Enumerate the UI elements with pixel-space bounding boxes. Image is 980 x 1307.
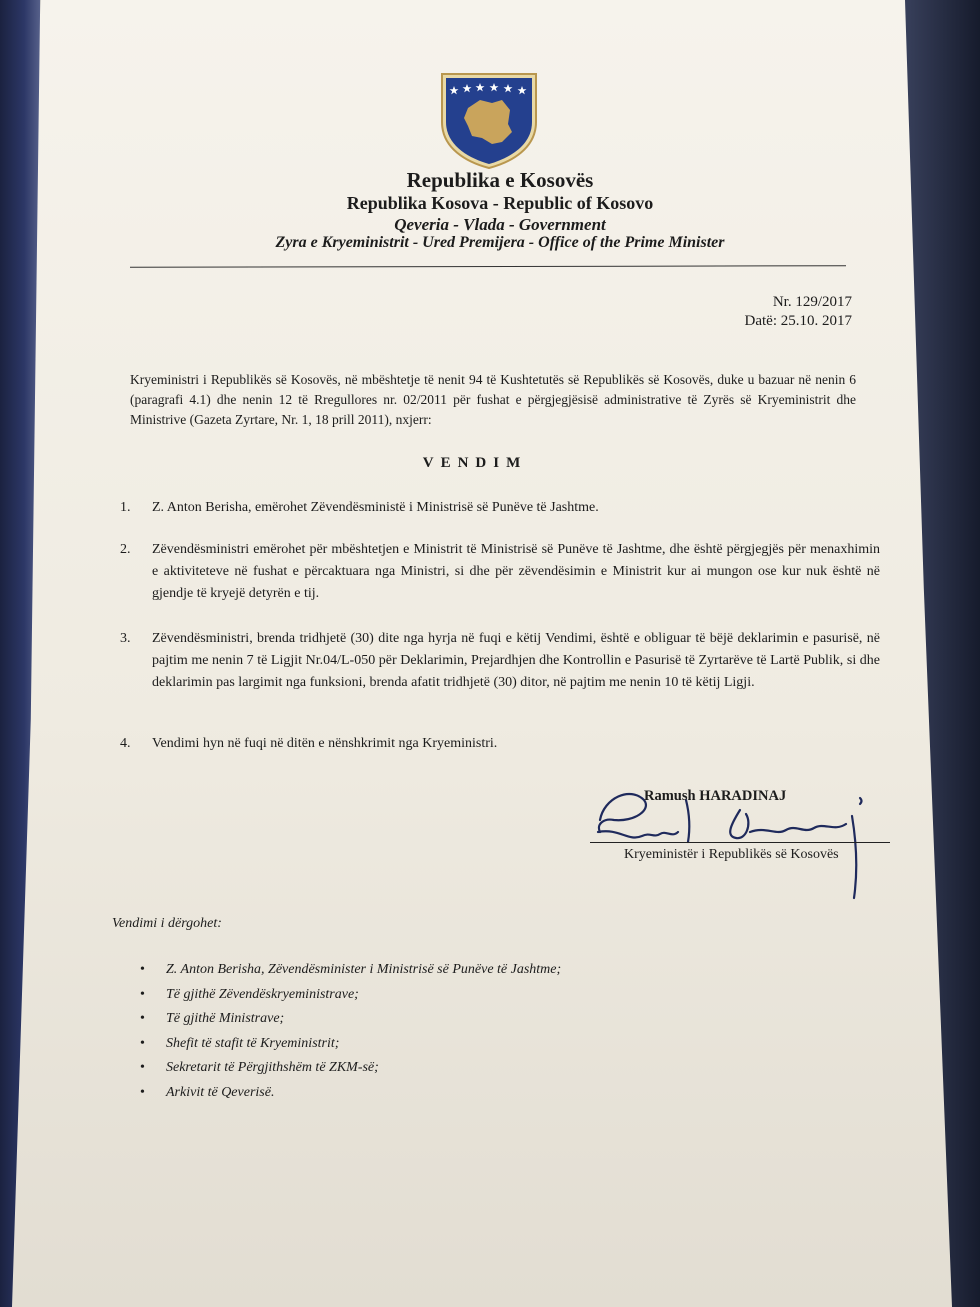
- header-divider: [130, 265, 846, 267]
- signatory-name: Ramush HARADINAJ: [644, 788, 787, 804]
- decision-title: VENDIM: [422, 455, 528, 471]
- item-text: Zëvendësministri, brenda tridhjetë (30) dite nga hyrja në fuqi e këtij Vendimi, është e obliguar të bëjë deklarimin e pasurisë, në pajtim me nenin 7 të Ligjit Nr.04/L-050 për Deklarimin, Prejardhjen dhe Kontrollin e Pasurisë të Zyrtarëve të Lartë Publik, si dhe deklarimin pas largimit nga funksioni, brenda afatit tridhjetë (30) ditor, në pajtim me nenin 10 të këtij Ligji.: [152, 631, 880, 690]
- list-item: • Z. Anton Berisha, Zëvendësminister i Ministrisë së Punëve të Jashtme;: [140, 958, 561, 983]
- distribution-list: [140, 958, 561, 1105]
- list-item: • Të gjithë Ministrave;: [140, 1007, 561, 1032]
- header-office: Zyra e Kryeministrit - Ured Premijera - Office of the Prime Minister: [275, 234, 725, 251]
- decision-item: [120, 497, 880, 519]
- reference-block: [745, 293, 852, 331]
- item-number: 3.: [120, 631, 131, 646]
- item-number: 1.: [120, 500, 131, 515]
- decision-item: [120, 733, 880, 755]
- decision-item: [120, 539, 880, 605]
- item-number: 2.: [120, 542, 131, 557]
- header-republic-multilingual: Republika Kosova - Republic of Kosovo: [346, 193, 654, 213]
- decision-item: [120, 628, 880, 694]
- preamble-text: Kryeministri i Republikës së Kosovës, në mbështetje të nenit 94 të Kushtetutës së Republikës së Kosovës, duke u bazuar në nenin 6 (paragrafi 4.1) dhe nenin 12 të Rregullores nr. 02/2011 për fushat e përgjegjësisë administrative të Zyrës së Kryeministrit dhe Ministrive (Gazeta Zyrtare, Nr. 1, 18 prill 2011), nxjerr:: [130, 372, 856, 427]
- item-text: Zëvendësministri emërohet për mbështetjen e Ministrit të Ministrisë së Punëve të Jashtme, dhe është përgjegjës për menaxhimin e aktiviteteve në fushat e përcaktuara nga Ministri, si dhe për zëvendësimin e Ministrit kur ai mungon ose kur nuk është në gjendje të kryejë detyrën e tij.: [152, 542, 880, 601]
- signature-block: [590, 780, 890, 900]
- reference-date: Datë: 25.10. 2017: [744, 313, 852, 329]
- list-item: • Sekretarit të Përgjithshëm të ZKM-së;: [140, 1056, 561, 1081]
- list-item: • Shefit të stafit të Kryeministrit;: [140, 1032, 561, 1057]
- distribution-label: Vendimi i dërgohet:: [112, 916, 222, 931]
- item-text: Z. Anton Berisha, emërohet Zëvendësministë i Ministrisë së Punëve të Jashtme.: [152, 500, 599, 515]
- item-number: 4.: [120, 736, 131, 751]
- list-item: • Të gjithë Zëvendëskryeministrave;: [140, 983, 561, 1008]
- item-text: Vendimi hyn në fuqi në ditën e nënshkrimit nga Kryeministri.: [152, 736, 498, 751]
- signatory-title: Kryeministër i Republikës së Kosovës: [624, 847, 839, 862]
- signature-line: [590, 842, 890, 843]
- header-government: Qeveria - Vlada - Government: [394, 215, 606, 234]
- kosovo-coat-of-arms-icon: [438, 70, 540, 170]
- list-item: • Arkivit të Qeverisë.: [140, 1081, 561, 1106]
- reference-number: Nr. 129/2017: [772, 294, 852, 310]
- header-republic-albanian: Republika e Kosovës: [406, 168, 594, 192]
